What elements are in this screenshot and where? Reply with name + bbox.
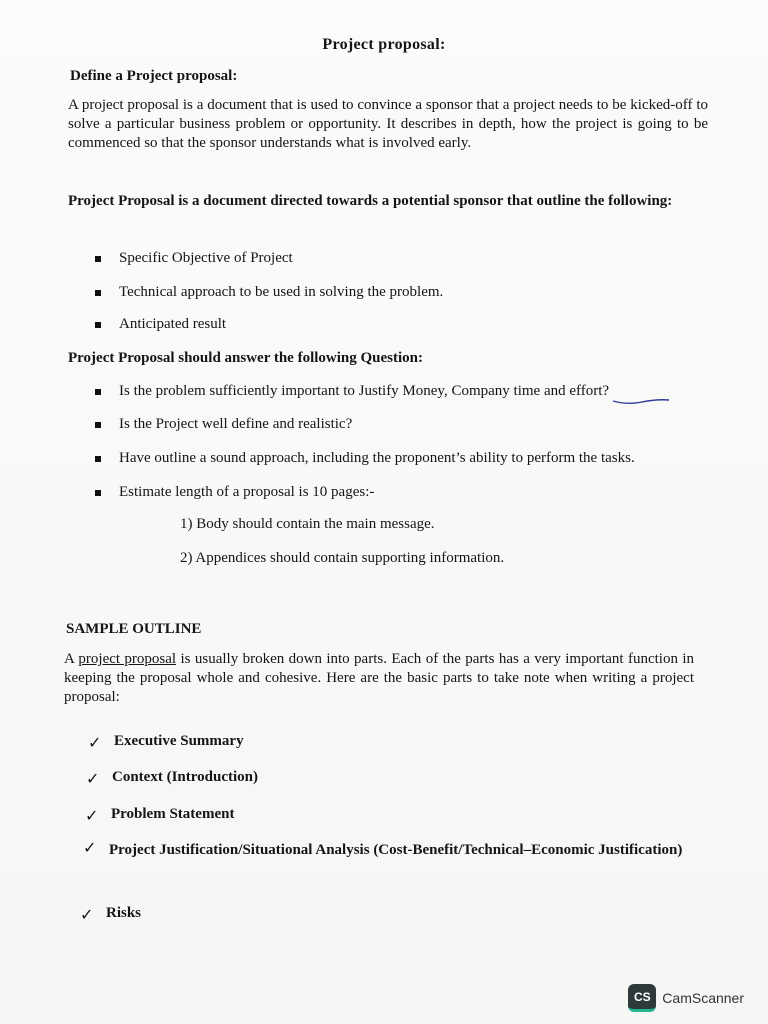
sample-paragraph: A project proposal is usually broken down into parts. Each of the parts has a very important function in keeping the proposal whole and cohesive. Here are the basic parts to take note when writing a project proposal: bbox=[64, 651, 695, 705]
pen-underline-mark bbox=[612, 397, 670, 405]
checkmark-icon: ✓ bbox=[83, 840, 97, 857]
page-title: Project proposal: bbox=[322, 36, 446, 53]
list-item: Anticipated result bbox=[95, 316, 226, 333]
project-proposal-link-text: project proposal bbox=[78, 651, 177, 667]
checklist-item: ✓ Project Justification/Situational Analysis (Cost-Benefit/Technical–Economic Justification) bbox=[83, 838, 708, 862]
numbered-item: 2) Appendices should contain supporting information. bbox=[180, 550, 505, 566]
bullet-icon bbox=[95, 290, 101, 296]
list-item: Is the problem sufficiently important to Justify Money, Company time and effort? bbox=[95, 383, 609, 400]
bullet-icon bbox=[95, 422, 101, 428]
checklist-item: ✓ Risks bbox=[80, 905, 142, 924]
list-item: Have outline a sound approach, including the proponent’s ability to perform the tasks. bbox=[95, 450, 635, 467]
checklist-item: ✓ Executive Summary bbox=[88, 733, 244, 752]
checkmark-icon: ✓ bbox=[86, 771, 100, 788]
list-item: Estimate length of a proposal is 10 pages:- bbox=[95, 484, 374, 501]
camscanner-watermark bbox=[628, 984, 744, 1012]
sample-outline-heading: SAMPLE OUTLINE bbox=[66, 621, 202, 637]
bullet-icon bbox=[95, 256, 101, 262]
bullet-icon bbox=[95, 456, 101, 462]
bullet-icon bbox=[95, 490, 101, 496]
define-heading: Define a Project proposal: bbox=[70, 68, 238, 84]
checklist-item: ✓ Context (Introduction) bbox=[86, 769, 258, 788]
bullet-icon bbox=[95, 389, 101, 395]
camscanner-brand: CamScanner bbox=[662, 990, 744, 1006]
list-item: Technical approach to be used in solving the problem. bbox=[95, 284, 443, 301]
list-item: Specific Objective of Project bbox=[95, 250, 293, 267]
bullet-icon bbox=[95, 322, 101, 328]
questions-heading: Project Proposal should answer the following Question: bbox=[68, 350, 424, 366]
checkmark-icon: ✓ bbox=[80, 907, 94, 924]
list-item: Is the Project well define and realistic? bbox=[95, 416, 352, 433]
camscanner-logo-icon: CS bbox=[628, 984, 656, 1012]
checkmark-icon: ✓ bbox=[88, 735, 102, 752]
outline-heading: Project Proposal is a document directed towards a potential sponsor that outline the following: bbox=[68, 193, 673, 209]
numbered-item: 1) Body should contain the main message. bbox=[180, 516, 435, 532]
checklist-item: ✓ Problem Statement bbox=[85, 806, 235, 825]
checkmark-icon: ✓ bbox=[85, 808, 99, 825]
intro-paragraph: A project proposal is a document that is used to convince a sponsor that a project needs to be kicked-off to solve a particular business problem or opportunity. It describes in depth, how the project is going to be commenced so that the sponsor understands what is involved early. bbox=[68, 97, 708, 151]
